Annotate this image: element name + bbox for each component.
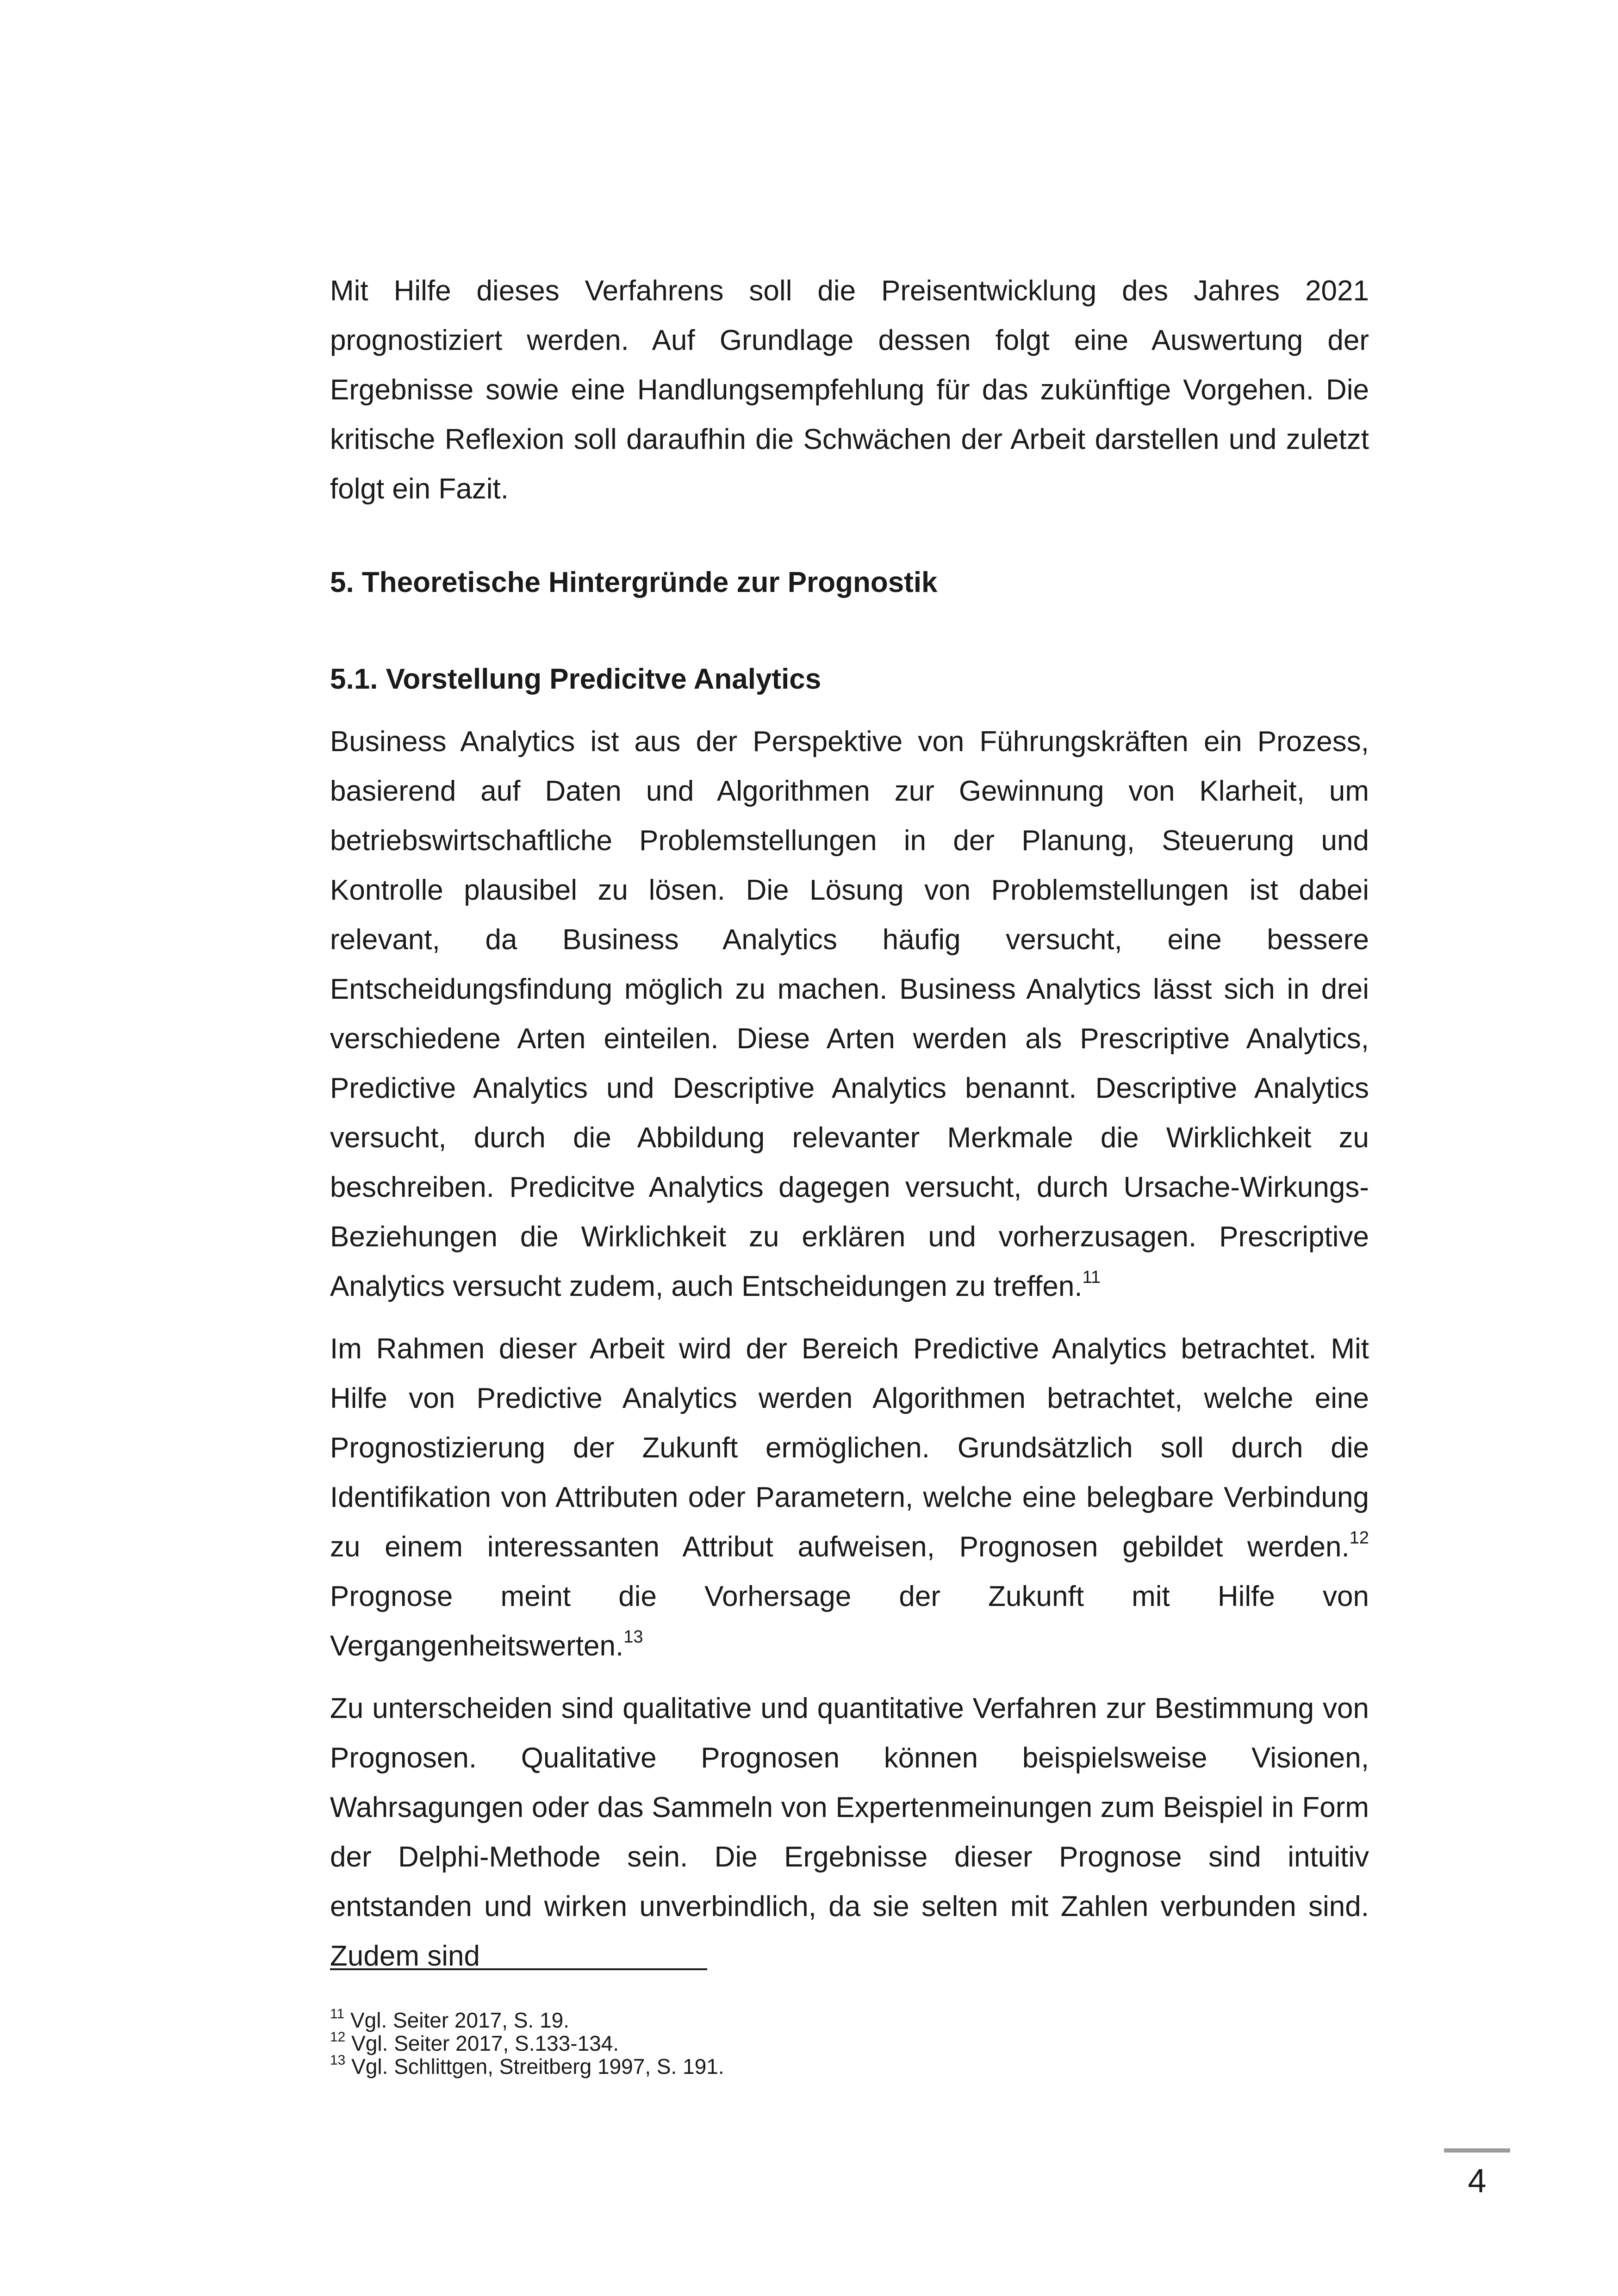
page-number-rule: [1444, 2148, 1510, 2153]
footnote-ref: 11: [1082, 1268, 1101, 1288]
paragraph-prognose-verfahren: Zu unterscheiden sind qualitative und quantitative Verfahren zur Bestimmung von Prognosen. Qualitative Prognosen können beispielsweise Visionen, Wahrsagungen oder das Sammeln von Expertenmeinungen zum Beispiel in Form der Delphi-Methode sein. Die Ergebnisse dieser Prognose sind intuitiv entstanden und wirken unverbindlich, da sie selten mit Zahlen verbunden sind. Zudem sind: [330, 1692, 1369, 1972]
footnote-ref: 12: [1349, 1528, 1369, 1548]
paragraph-text: Prognose meint die Vorhersage der Zukunft mit Hilfe von Vergangenheitswerten.: [330, 1580, 1369, 1662]
footnotes: [330, 2006, 1369, 2078]
subsection-heading: 5.1. Vorstellung Predicitve Analytics: [330, 663, 821, 695]
section-heading: 5. Theoretische Hintergründe zur Prognostik: [330, 566, 938, 598]
footnote-text: Vgl. Schlittgen, Streitberg 1997, S. 191.: [351, 2054, 724, 2078]
body-text: [330, 266, 1369, 1981]
footnote-ref: 13: [623, 1627, 643, 1647]
footnote-number: 13: [330, 2052, 346, 2068]
footnote-text: Vgl. Seiter 2017, S.133-134.: [351, 2031, 619, 2055]
paragraph-business-analytics: [330, 717, 1369, 1311]
page-number: 4: [1468, 2163, 1487, 2200]
footnote-text: Vgl. Seiter 2017, S. 19.: [350, 2008, 570, 2032]
paragraph-predictive-analytics: [330, 1324, 1369, 1671]
footnote: [330, 2006, 1369, 2032]
footnote-separator: [330, 1968, 707, 1970]
footnote: [330, 2029, 1369, 2055]
intro-paragraph: Mit Hilfe dieses Verfahrens soll die Preisentwicklung des Jahres 2021 prognostiziert werden. Auf Grundlage dessen folgt eine Auswertung der Ergebnisse sowie eine Handlungsempfehlung für das zukünftige Vorgehen. Die kritische Reflexion soll daraufhin die Schwächen der Arbeit darstellen und zuletzt folgt ein Fazit.: [330, 275, 1369, 505]
paragraph-text: Im Rahmen dieser Arbeit wird der Bereich Predictive Analytics betrachtet. Mit Hilfe von Predictive Analytics werden Algorithmen betrachtet, welche eine Prognostizierung der Zukunft ermöglichen. Grundsätzlich soll durch die Identifikation von Attributen oder Parametern, welche eine belegbare Verbindung zu einem interessanten Attribut aufweisen, Prognosen gebildet werden.: [330, 1333, 1369, 1563]
footnote: [330, 2052, 1369, 2078]
paragraph-text: Business Analytics ist aus der Perspektive von Führungskräften ein Prozess, basierend auf Daten und Algorithmen zur Gewinnung von Klarheit, um betriebswirtschaftliche Problemstellungen in der Planung, Steuerung und Kontrolle plausibel zu lösen. Die Lösung von Problemstellungen ist dabei relevant, da Business Analytics häufig versucht, eine bessere Entscheidungsfindung möglich zu machen. Business Analytics lässt sich in drei verschiedene Arten einteilen. Diese Arten werden als Prescriptive Analytics, Predictive Analytics und Descriptive Analytics benannt. Descriptive Analytics versucht, durch die Abbildung relevanter Merkmale die Wirklichkeit zu beschreiben. Predicitve Analytics dagegen versucht, durch Ursache-Wirkungs-Beziehungen die Wirklichkeit zu erklären und vorherzusagen. Prescriptive Analytics versucht zudem, auch Entscheidungen zu treffen.: [330, 726, 1369, 1302]
footnote-number: 11: [330, 2006, 345, 2022]
footnote-number: 12: [330, 2029, 346, 2045]
